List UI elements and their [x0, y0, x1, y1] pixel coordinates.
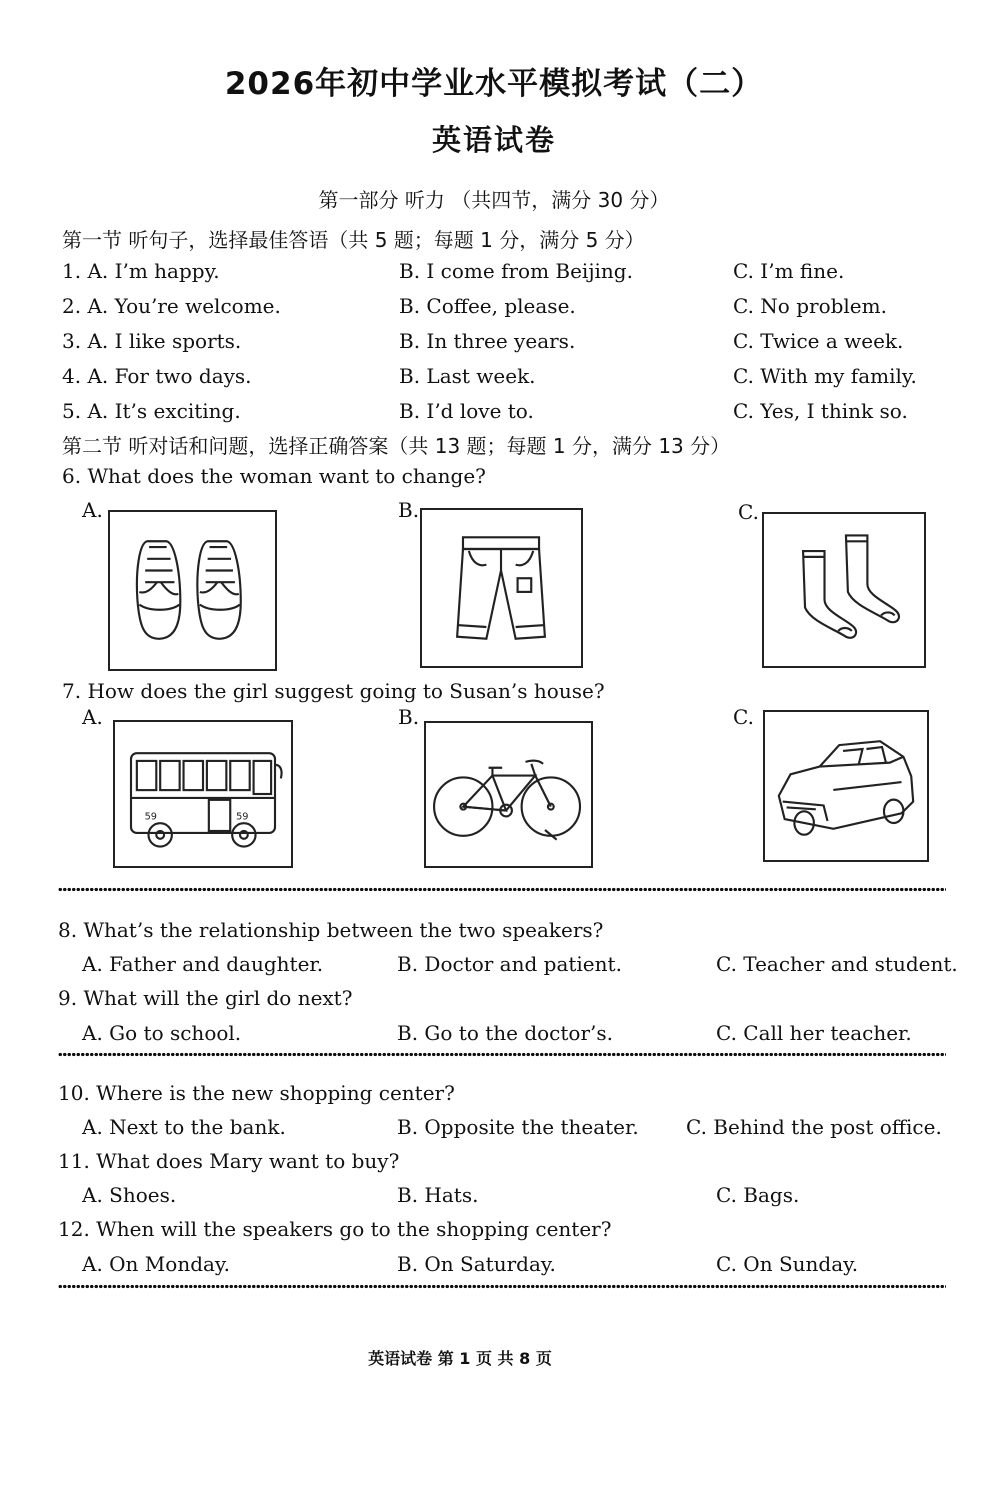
q12-option-c: C. On Sunday. [716, 1252, 859, 1276]
q6-question: 6. What does the woman want to change? [62, 464, 486, 488]
svg-text:59: 59 [144, 811, 157, 823]
trousers-icon [422, 510, 581, 666]
q6-picture-a [108, 510, 277, 671]
q7-label-b: B. [398, 705, 420, 729]
bus-icon [115, 722, 291, 866]
q10-option-a: A. Next to the bank. [82, 1115, 286, 1139]
q10-option-b: B. Opposite the theater. [397, 1115, 639, 1139]
q4-option-b: B. Last week. [399, 364, 536, 388]
dotted-separator [58, 887, 946, 892]
q2-option-a: 2. A. You’re welcome. [62, 294, 281, 318]
exam-subtitle: 英语试卷 [431, 123, 556, 157]
q6-label-b: B. [398, 498, 420, 522]
q10-question: 10. Where is the new shopping center? [58, 1081, 455, 1105]
q3-option-a: 3. A. I like sports. [62, 329, 242, 353]
q5-option-c: C. Yes, I think so. [733, 399, 908, 423]
q2-option-c: C. No problem. [733, 294, 887, 318]
dotted-separator [58, 1284, 946, 1289]
q5-option-a: 5. A. It’s exciting. [62, 399, 241, 423]
page-footer: 英语试卷 第 1 页 共 8 页 [368, 1349, 552, 1368]
q9-option-b: B. Go to the doctor’s. [397, 1021, 613, 1045]
q12-option-b: B. On Saturday. [397, 1252, 556, 1276]
q11-option-b: B. Hats. [397, 1183, 479, 1207]
part-heading: 第一部分 听力 （共四节，满分 30 分） [318, 188, 670, 212]
q8-option-c: C. Teacher and student. [716, 952, 958, 976]
svg-text:59: 59 [236, 811, 249, 823]
q1-option-a: 1. A. I’m happy. [62, 259, 220, 283]
q7-picture-b [424, 721, 593, 868]
q6-picture-c [762, 512, 926, 668]
socks-icon [764, 514, 924, 666]
q7-picture-c [763, 710, 929, 862]
q5-option-b: B. I’d love to. [399, 399, 534, 423]
q7-label-c: C. [733, 705, 754, 729]
section2-heading: 第二节 听对话和问题，选择正确答案（共 13 题；每题 1 分，满分 13 分） [62, 434, 731, 458]
q6-picture-b [420, 508, 583, 668]
q9-option-a: A. Go to school. [82, 1021, 242, 1045]
q7-label-a: A. [82, 705, 103, 729]
q7-picture-a [113, 720, 293, 868]
q9-option-c: C. Call her teacher. [716, 1021, 912, 1045]
q3-option-b: B. In three years. [399, 329, 576, 353]
q11-question: 11. What does Mary want to buy? [58, 1149, 400, 1173]
q3-option-c: C. Twice a week. [733, 329, 904, 353]
q11-option-a: A. Shoes. [82, 1183, 177, 1207]
bicycle-icon [426, 723, 591, 866]
q8-option-a: A. Father and daughter. [82, 952, 324, 976]
q2-option-b: B. Coffee, please. [399, 294, 576, 318]
q9-question: 9. What will the girl do next? [58, 986, 353, 1010]
shoes-icon [110, 512, 275, 669]
q7-question: 7. How does the girl suggest going to Susan’s house? [62, 679, 605, 703]
dotted-separator [58, 1052, 946, 1057]
q11-option-c: C. Bags. [716, 1183, 800, 1207]
q4-option-c: C. With my family. [733, 364, 917, 388]
q6-label-c: C. [738, 500, 759, 524]
section1-heading: 第一节 听句子，选择最佳答语（共 5 题；每题 1 分，满分 5 分） [62, 228, 645, 252]
car-icon [765, 712, 927, 860]
q8-question: 8. What’s the relationship between the two speakers? [58, 918, 604, 942]
exam-title: 2026年初中学业水平模拟考试（二） [224, 66, 764, 102]
q12-question: 12. When will the speakers go to the shopping center? [58, 1217, 612, 1241]
q4-option-a: 4. A. For two days. [62, 364, 252, 388]
q6-label-a: A. [82, 498, 103, 522]
q12-option-a: A. On Monday. [82, 1252, 230, 1276]
q1-option-c: C. I’m fine. [733, 259, 845, 283]
q1-option-b: B. I come from Beijing. [399, 259, 633, 283]
q8-option-b: B. Doctor and patient. [397, 952, 622, 976]
q10-option-c: C. Behind the post office. [686, 1115, 942, 1139]
